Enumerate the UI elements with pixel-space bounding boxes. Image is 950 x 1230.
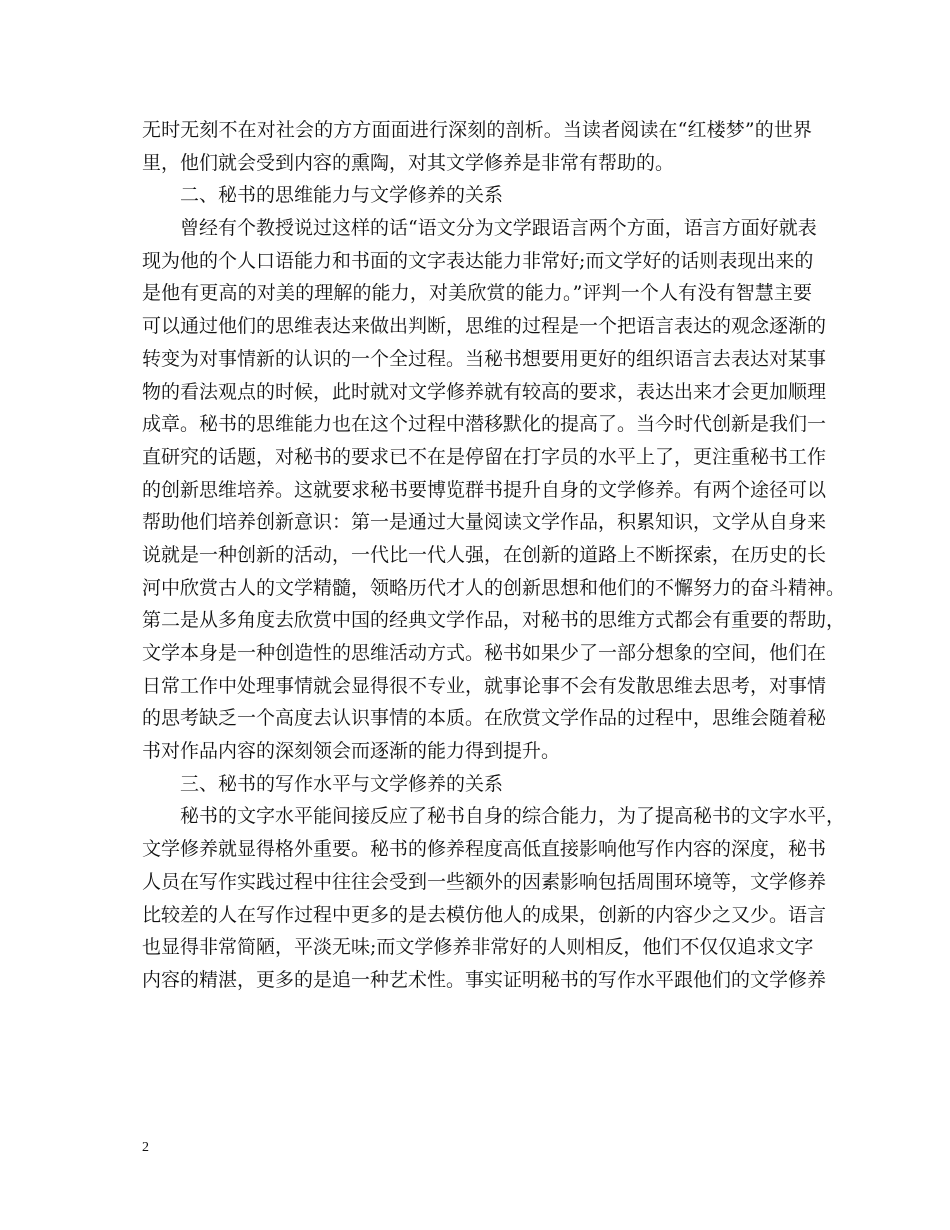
text-line: 内容的精湛，更多的是追一种艺术性。事实证明秘书的写作水平跟他们的文学修养 [142, 968, 827, 991]
text-line: 第二是从多角度去欣赏中国的经典文学作品，对秘书的思维方式都会有重要的帮助， [142, 609, 846, 632]
text-line: 现为他的个人口语能力和书面的文字表达能力非常好;而文学好的话则表现出来的 [142, 249, 814, 272]
text-line: 秘书的文字水平能间接反应了秘书自身的综合能力，为了提高秘书的文字水平， [180, 805, 846, 828]
text-line: 人员在写作实践过程中往往会受到一些额外的因素影响包括周围环境等，文学修养 [142, 870, 827, 893]
text-line: 河中欣赏古人的文学精髓，领略历代才人的创新思想和他们的不懈努力的奋斗精神。 [142, 576, 846, 599]
text-line: 说就是一种创新的活动，一代比一代人强，在创新的道路上不断探索，在历史的长 [142, 543, 827, 566]
text-line: 成章。秘书的思维能力也在这个过程中潜移默化的提高了。当今时代创新是我们一 [142, 413, 827, 436]
text-line: 的思考缺乏一个高度去认识事情的本质。在欣赏文学作品的过程中，思维会随着秘 [142, 707, 827, 730]
text-line: 曾经有个教授说过这样的话“语文分为文学跟语言两个方面，语言方面好就表 [180, 217, 817, 240]
text-line: 文学本身是一种创造性的思维活动方式。秘书如果少了一部分想象的空间，他们在 [142, 642, 827, 664]
text-line: 是他有更高的对美的理解的能力，对美欣赏的能力。”评判一个人有没有智慧主要 [142, 282, 812, 305]
text-line: 也显得非常简陋，平淡无味;而文学修养非常好的人则相反，他们不仅仅追求文字 [142, 936, 814, 959]
text-line: 日常工作中处理事情就会显得很不专业，就事论事不会有发散思维去思考，对事情 [142, 674, 827, 697]
text-line: 的创新思维培养。这就要求秘书要博览群书提升自身的文学修养。有两个途径可以 [142, 478, 827, 501]
text-line: 物的看法观点的时候，此时就对文学修养就有较高的要求，表达出来才会更加顺理 [142, 380, 827, 403]
page-number: 2 [142, 1140, 149, 1155]
text-line: 转变为对事情新的认识的一个全过程。当秘书想要用更好的组织语言去表达对某事 [142, 347, 827, 370]
section-heading: 二、秘书的思维能力与文学修养的关系 [180, 184, 504, 207]
text-line: 无时无刻不在对社会的方方面面进行深刻的剖析。当读者阅读在“红楼梦”的世界 [142, 119, 812, 141]
text-line: 书对作品内容的深刻领会而逐渐的能力得到提升。 [142, 740, 561, 763]
text-line: 文学修养就显得格外重要。秘书的修养程度高低直接影响他写作内容的深度，秘书 [142, 838, 827, 861]
body-text [142, 114, 846, 997]
section-heading: 三、秘书的写作水平与文学修养的关系 [180, 772, 504, 795]
text-line: 帮助他们培养创新意识：第一是通过大量阅读文学作品，积累知识，文学从自身来 [142, 511, 827, 534]
text-line: 比较差的人在写作过程中更多的是去模仿他人的成果，创新的内容少之又少。语言 [142, 903, 827, 926]
text-line: 里，他们就会受到内容的熏陶，对其文学修养是非常有帮助的。 [142, 151, 675, 174]
text-line: 可以通过他们的思维表达来做出判断，思维的过程是一个把语言表达的观念逐渐的 [142, 315, 827, 338]
text-line: 直研究的话题，对秘书的要求已不在是停留在打字员的水平上了，更注重秘书工作 [142, 445, 827, 468]
